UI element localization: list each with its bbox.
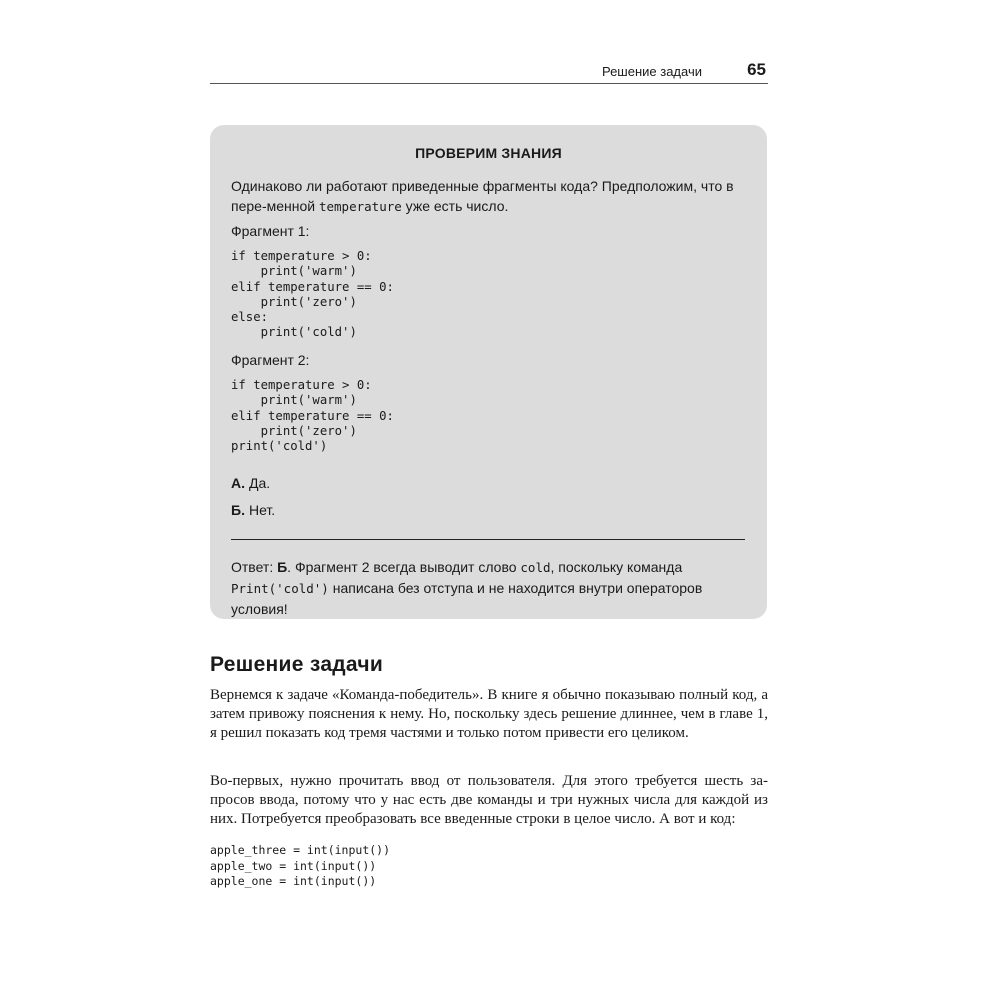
fragment-2-code: if temperature > 0: print('warm') elif temperature == 0: print('zero') print('cold') <box>231 378 394 454</box>
question-text-after: уже есть число. <box>401 198 509 214</box>
page-number: 65 <box>747 60 766 79</box>
answer-code-2: Print('cold') <box>231 581 329 596</box>
option-b-text: Нет. <box>248 502 276 518</box>
question-inline-code: temperature <box>318 199 402 214</box>
answer-text <box>231 557 756 619</box>
option-a-text: Да. <box>249 475 271 491</box>
fragment-1-label: Фрагмент 1: <box>231 223 310 239</box>
body-code-block: apple_three = int(input()) apple_two = int(input()) apple_one = int(input()) <box>210 843 391 888</box>
running-title: Решение задачи <box>601 64 702 79</box>
answer-text-3: написана без отступа и не находится внутри операторов условия! <box>231 580 703 617</box>
answer-code-1: cold <box>520 560 551 575</box>
answer-prefix: Ответ: <box>231 559 278 575</box>
paragraph-1: Вернемся к задаче «Команда-победитель». В книге я обычно показываю полный код, а затем привожу пояснения к нему. Но, поскольку здесь решение длиннее, чем в главе 1, я решил показать код тремя частями и только потом привести его целиком. <box>210 687 768 741</box>
fragment-2-label: Фрагмент 2: <box>231 352 310 368</box>
answer-divider <box>231 539 745 540</box>
option-b-letter: Б. <box>231 502 245 518</box>
option-a-letter: А. <box>231 475 245 491</box>
question-text-before: Одинаково ли работают приведенные фрагменты кода? Предположим, что в пере-менной <box>231 178 734 214</box>
answer-text-2: , поскольку команда <box>550 559 683 575</box>
quiz-question <box>231 176 751 217</box>
quiz-box <box>210 125 767 619</box>
page-header <box>210 56 768 84</box>
option-b <box>231 502 275 518</box>
answer-text-1: . Фрагмент 2 всегда выводит слово <box>287 559 521 575</box>
quiz-title: ПРОВЕРИМ ЗНАНИЯ <box>415 145 562 161</box>
answer-letter: Б <box>277 559 288 575</box>
fragment-1-code: if temperature > 0: print('warm') elif temperature == 0: print('zero') else: print('cold') <box>231 249 394 340</box>
section-heading: Решение задачи <box>210 653 384 676</box>
option-a <box>231 475 270 491</box>
paragraph-2: Во-первых, нужно прочитать ввод от пользователя. Для этого требуется шесть за-просов ввода, потому что у нас есть две команды и три нужных числа для каждой из них. Потребуется преобразовать все введенные строки в целое число. А вот и код: <box>210 773 768 827</box>
